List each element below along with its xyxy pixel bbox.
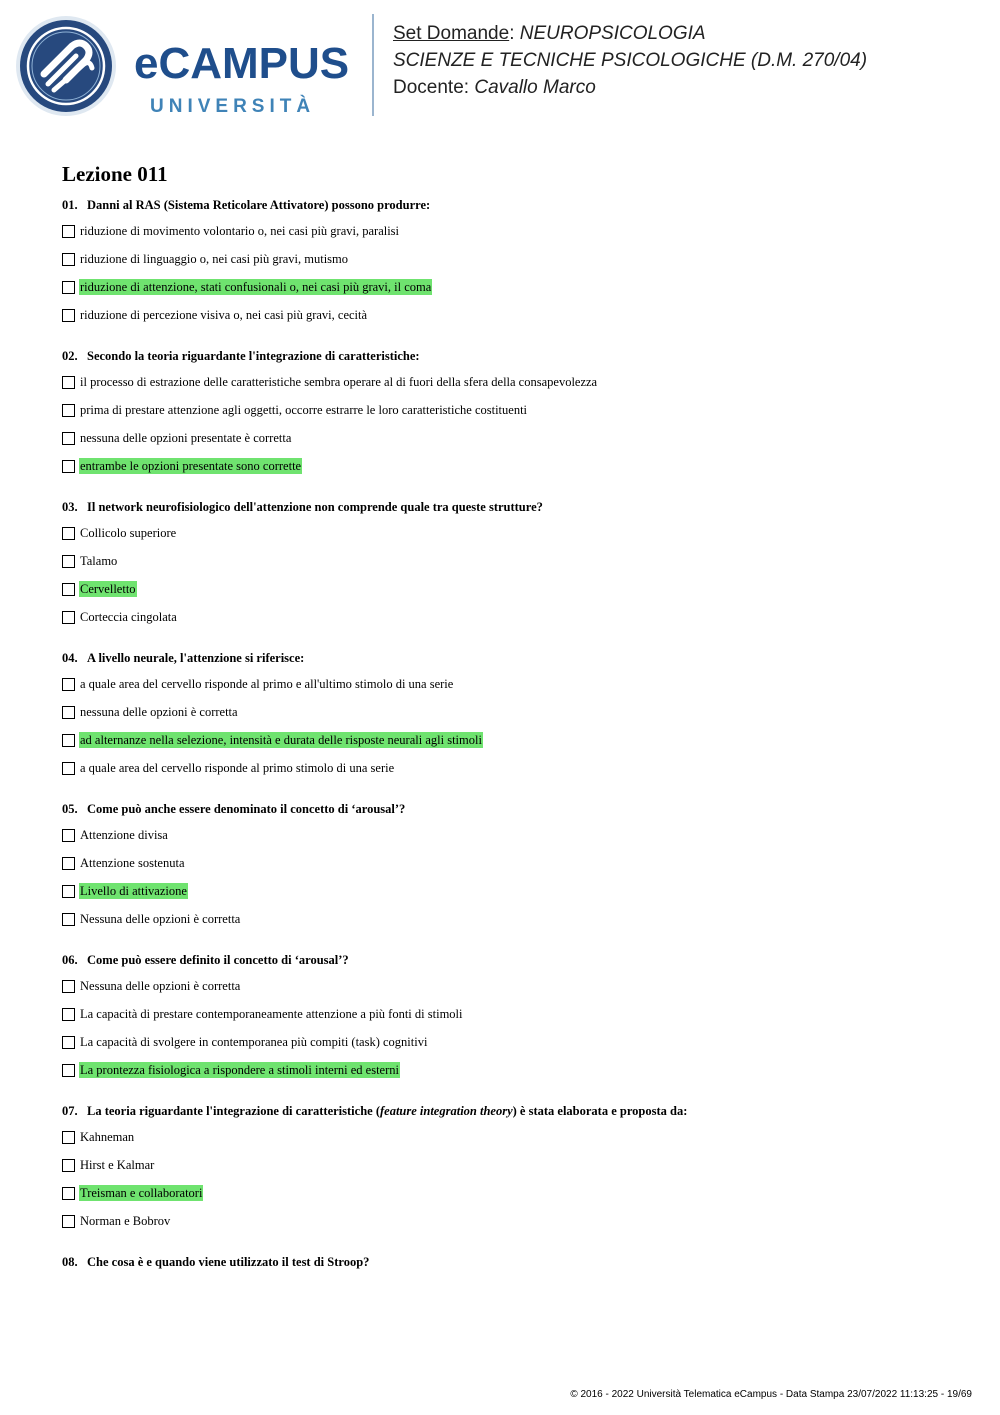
checkbox-icon[interactable]: [62, 1187, 75, 1200]
option-label: a quale area del cervello risponde al primo e all'ultimo stimolo di una serie: [80, 677, 454, 691]
answer-option[interactable]: [62, 396, 962, 424]
answer-option[interactable]: [62, 603, 962, 631]
set-line: Set Domande: NEUROPSICOLOGIA: [393, 23, 706, 44]
answer-option[interactable]: [62, 821, 962, 849]
checkbox-icon[interactable]: [62, 885, 75, 898]
checkbox-icon[interactable]: [62, 1064, 75, 1077]
option-label: nessuna delle opzioni presentate è corretta: [80, 431, 292, 445]
question-list: [62, 193, 962, 1289]
answer-option[interactable]: [62, 547, 962, 575]
option-label-highlighted: riduzione di attenzione, stati confusionali o, nei casi più gravi, il coma: [80, 280, 432, 294]
checkbox-icon[interactable]: [62, 1215, 75, 1228]
question-label: A livello neurale, l'attenzione si riferisce:: [87, 651, 305, 665]
question-label-italic: feature integration theory: [379, 1104, 513, 1118]
checkbox-icon[interactable]: [62, 913, 75, 926]
question: [62, 1250, 962, 1274]
question-label: Come può essere definito il concetto di ‘arousal’?: [87, 953, 349, 967]
option-label: Attenzione sostenuta: [80, 856, 185, 870]
option-label-highlighted: Treisman e collaboratori: [80, 1186, 203, 1200]
checkbox-icon[interactable]: [62, 678, 75, 691]
question: [62, 797, 962, 933]
option-label: Collicolo superiore: [80, 526, 177, 540]
answer-option-correct[interactable]: [62, 273, 962, 301]
question-text: [62, 948, 962, 972]
question-number: 06.: [62, 953, 78, 967]
option-label: Attenzione divisa: [80, 828, 168, 842]
option-label: riduzione di percezione visiva o, nei casi più gravi, cecità: [80, 308, 368, 322]
checkbox-icon[interactable]: [62, 1008, 75, 1021]
question: [62, 344, 962, 480]
answer-option[interactable]: [62, 1123, 962, 1151]
answer-option[interactable]: [62, 698, 962, 726]
answer-option[interactable]: [62, 670, 962, 698]
question-number: 01.: [62, 198, 78, 212]
checkbox-icon[interactable]: [62, 1159, 75, 1172]
question-label: La teoria riguardante l'integrazione di caratteristiche (: [87, 1104, 380, 1118]
question: [62, 1099, 962, 1235]
answer-option-correct[interactable]: [62, 452, 962, 480]
checkbox-icon[interactable]: [62, 734, 75, 747]
option-label: Corteccia cingolata: [80, 610, 177, 624]
checkbox-icon[interactable]: [62, 460, 75, 473]
question-number: 04.: [62, 651, 78, 665]
answer-option[interactable]: [62, 905, 962, 933]
option-label: nessuna delle opzioni è corretta: [80, 705, 238, 719]
question-number: 03.: [62, 500, 78, 514]
question-label-end: ) è stata elaborata e proposta da:: [512, 1104, 688, 1118]
brand-subtitle: UNIVERSITÀ: [150, 96, 316, 117]
question-number: 02.: [62, 349, 78, 363]
question-text: [62, 646, 962, 670]
answer-option[interactable]: [62, 368, 962, 396]
question-text: [62, 1250, 962, 1274]
checkbox-icon[interactable]: [62, 829, 75, 842]
checkbox-icon[interactable]: [62, 376, 75, 389]
answer-option-correct[interactable]: [62, 877, 962, 905]
set-value: NEUROPSICOLOGIA: [519, 23, 706, 44]
question: [62, 646, 962, 782]
checkbox-icon[interactable]: [62, 555, 75, 568]
answer-option-correct[interactable]: [62, 1179, 962, 1207]
checkbox-icon[interactable]: [62, 1131, 75, 1144]
answer-option[interactable]: [62, 1028, 962, 1056]
option-label: riduzione di linguaggio o, nei casi più gravi, mutismo: [80, 252, 349, 266]
question: [62, 193, 962, 329]
question-text: [62, 344, 962, 368]
question-label: Che cosa è e quando viene utilizzato il test di Stroop?: [87, 1255, 370, 1269]
option-label: Talamo: [80, 554, 118, 568]
option-label: il processo di estrazione delle caratteristiche sembra operare al di fuori della sfera della consapevolezza: [80, 375, 598, 389]
option-label: La capacità di svolgere in contemporanea più compiti (task) cognitivi: [80, 1035, 428, 1049]
question-label: Secondo la teoria riguardante l'integrazione di caratteristiche:: [87, 349, 420, 363]
teacher-label: Docente: [393, 77, 464, 98]
question: [62, 948, 962, 1084]
question-number: 08.: [62, 1255, 78, 1269]
option-label: Hirst e Kalmar: [80, 1158, 155, 1172]
header-divider: [372, 14, 374, 116]
option-label: Nessuna delle opzioni è corretta: [80, 979, 241, 993]
answer-option[interactable]: [62, 424, 962, 452]
question: [62, 495, 962, 631]
checkbox-icon[interactable]: [62, 253, 75, 266]
question-number: 07.: [62, 1104, 78, 1118]
page-header: [0, 0, 1000, 130]
option-label: Kahneman: [80, 1130, 135, 1144]
checkbox-icon[interactable]: [62, 980, 75, 993]
set-label: Set Domande: [393, 23, 510, 44]
checkbox-icon[interactable]: [62, 1036, 75, 1049]
option-label: Nessuna delle opzioni è corretta: [80, 912, 241, 926]
checkbox-icon[interactable]: [62, 527, 75, 540]
option-label: a quale area del cervello risponde al primo stimolo di una serie: [80, 761, 395, 775]
brand-name: eCAMPUS: [134, 39, 350, 88]
answer-option[interactable]: [62, 1151, 962, 1179]
page-footer: © 2016 - 2022 Università Telematica eCampus - Data Stampa 23/07/2022 11:13:25 - 19/69: [570, 1389, 972, 1400]
question-text: [62, 797, 962, 821]
option-label: Norman e Bobrov: [80, 1214, 171, 1228]
course-line: SCIENZE E TECNICHE PSICOLOGICHE (D.M. 270/04): [393, 50, 868, 71]
checkbox-icon[interactable]: [62, 309, 75, 322]
header-info: [393, 20, 867, 101]
option-label-highlighted: Cervelletto: [80, 582, 136, 596]
answer-option[interactable]: [62, 754, 962, 782]
answer-option[interactable]: [62, 972, 962, 1000]
answer-option[interactable]: [62, 1207, 962, 1235]
lesson-title: Lezione 011: [62, 162, 168, 186]
ecampus-emblem-icon: [14, 14, 118, 118]
checkbox-icon[interactable]: [62, 225, 75, 238]
option-label-highlighted: La prontezza fisiologica a rispondere a stimoli interni ed esterni: [80, 1063, 399, 1077]
question-label: Come può anche essere denominato il concetto di ‘arousal’?: [87, 802, 406, 816]
checkbox-icon[interactable]: [62, 432, 75, 445]
option-label: prima di prestare attenzione agli oggetti, occorre estrarre le loro caratteristiche costituenti: [80, 403, 528, 417]
answer-option[interactable]: [62, 849, 962, 877]
answer-option[interactable]: [62, 245, 962, 273]
checkbox-icon[interactable]: [62, 404, 75, 417]
checkbox-icon[interactable]: [62, 611, 75, 624]
option-label: La capacità di prestare contemporaneamente attenzione a più fonti di stimoli: [80, 1007, 463, 1021]
teacher-value: Cavallo Marco: [474, 77, 596, 98]
answer-option[interactable]: [62, 519, 962, 547]
option-label-highlighted: entrambe le opzioni presentate sono corrette: [80, 459, 302, 473]
question-text: [62, 1099, 962, 1123]
ecampus-logo: [14, 14, 354, 119]
checkbox-icon[interactable]: [62, 583, 75, 596]
question-label: Il network neurofisiologico dell'attenzione non comprende quale tra queste strutture?: [87, 500, 543, 514]
option-label-highlighted: ad alternanze nella selezione, intensità e durata delle risposte neurali agli stimoli: [80, 733, 482, 747]
option-label: riduzione di movimento volontario o, nei casi più gravi, paralisi: [80, 224, 400, 238]
answer-option-correct[interactable]: [62, 726, 962, 754]
question-text: [62, 495, 962, 519]
checkbox-icon[interactable]: [62, 857, 75, 870]
question-label: Danni al RAS (Sistema Reticolare Attivatore) possono produrre:: [87, 198, 431, 212]
option-label-highlighted: Livello di attivazione: [80, 884, 187, 898]
answer-option[interactable]: [62, 1000, 962, 1028]
answer-option[interactable]: [62, 217, 962, 245]
checkbox-icon[interactable]: [62, 706, 75, 719]
answer-option-correct[interactable]: [62, 575, 962, 603]
answer-option[interactable]: [62, 301, 962, 329]
question-number: 05.: [62, 802, 78, 816]
teacher-line: Docente: Cavallo Marco: [393, 77, 596, 98]
checkbox-icon[interactable]: [62, 281, 75, 294]
answer-option-correct[interactable]: [62, 1056, 962, 1084]
question-text: [62, 193, 962, 217]
checkbox-icon[interactable]: [62, 762, 75, 775]
